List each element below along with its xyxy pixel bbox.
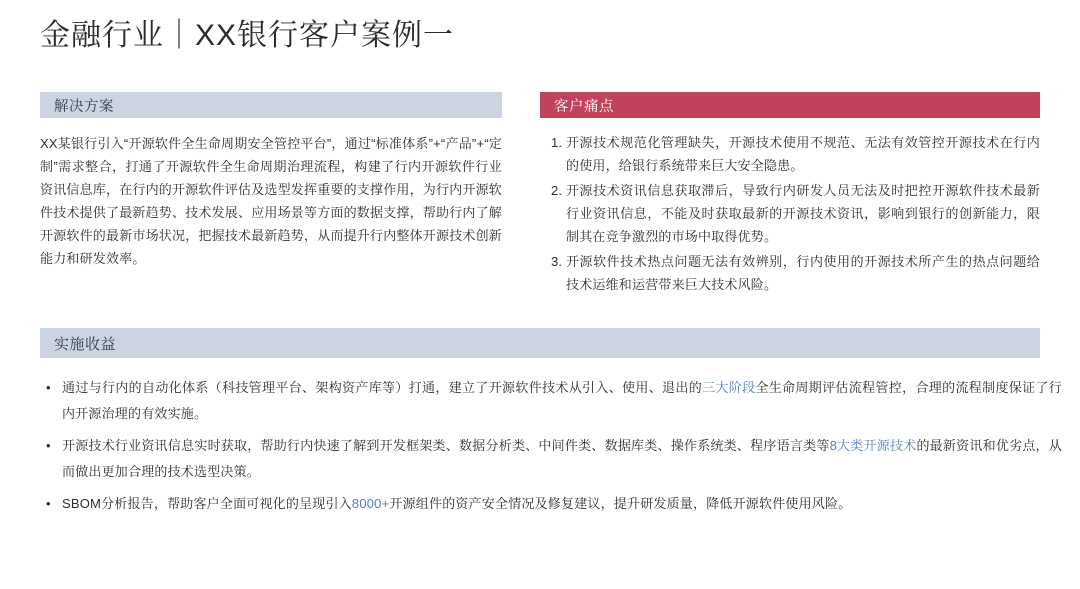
- solution-text: XX某银行引入“开源软件全生命周期安全管控平台”，通过“标准体系”+“产品”+“定制”需求整合，打通了开源软件全生命周期治理流程，构建了行内开源软件行业资讯信息库，在行内的开源软件评估及选型发挥重要的支撑作用，为行内开源软件技术提供了最新趋势、技术发展、应用场景等方面的数据支撑，帮助行内了解开源软件的最新市场状况，把握技术最新趋势，从而提升行内整体开源技术创新能力和研发效率。: [40, 136, 503, 266]
- solution-column: [40, 92, 502, 270]
- list-item: 1. 开源技术规范化管理缺失，开源技术使用不规范、无法有效管控开源技术在行内的使用，给银行系统带来巨大安全隐患。: [566, 131, 1040, 177]
- solution-header: 解决方案: [40, 92, 502, 118]
- benefits-list: [40, 375, 1062, 523]
- benefit-text-prefix: SBOM分析报告，帮助客户全面可视化的呈现引入: [62, 496, 352, 511]
- benefit-text-suffix: 开源组件的资产安全情况及修复建议，提升研发质量，降低开源软件使用风险。: [389, 496, 852, 511]
- pain-points-header: 客户痛点: [540, 92, 1040, 118]
- benefit-text-prefix: 通过与行内的自动化体系（科技管理平台、架构资产库等）打通，建立了开源软件技术从引入、使用、退出的: [62, 380, 703, 395]
- benefit-text-suffix: 的最新资讯和优劣点，从而做出更加合理的技术选型决策。: [62, 438, 1062, 479]
- list-item: [62, 491, 1062, 517]
- benefit-text-highlight: 8000+: [351, 496, 390, 511]
- list-item: [62, 433, 1062, 485]
- benefit-text-highlight: 三大阶段: [702, 380, 756, 395]
- pain-points-column: [540, 92, 1040, 298]
- benefits-header: 实施收益: [40, 328, 1040, 358]
- list-item: 2. 开源技术资讯信息获取滞后，导致行内研发人员无法及时把控开源软件技术最新行业资讯信息，不能及时获取最新的开源技术资讯，影响到银行的创新能力，限制其在竞争激烈的市场中取得优势。: [566, 179, 1040, 248]
- benefit-text-highlight: 8大类开源技术: [829, 438, 917, 453]
- list-item: [62, 375, 1062, 427]
- benefit-text-suffix: 全生命周期评估流程管控，合理的流程制度保证了行内开源治理的有效实施。: [62, 380, 1062, 421]
- page-title: 金融行业｜XX银行客户案例一: [40, 19, 455, 52]
- benefit-text-prefix: 开源技术行业资讯信息实时获取，帮助行内快速了解到开发框架类、数据分析类、中间件类、数据库类、操作系统类、程序语言类等: [62, 438, 830, 453]
- list-item: 3. 开源软件技术热点问题无法有效辨别，行内使用的开源技术所产生的热点问题给技术运维和运营带来巨大技术风险。: [566, 250, 1040, 296]
- pain-points-list: [540, 131, 1040, 296]
